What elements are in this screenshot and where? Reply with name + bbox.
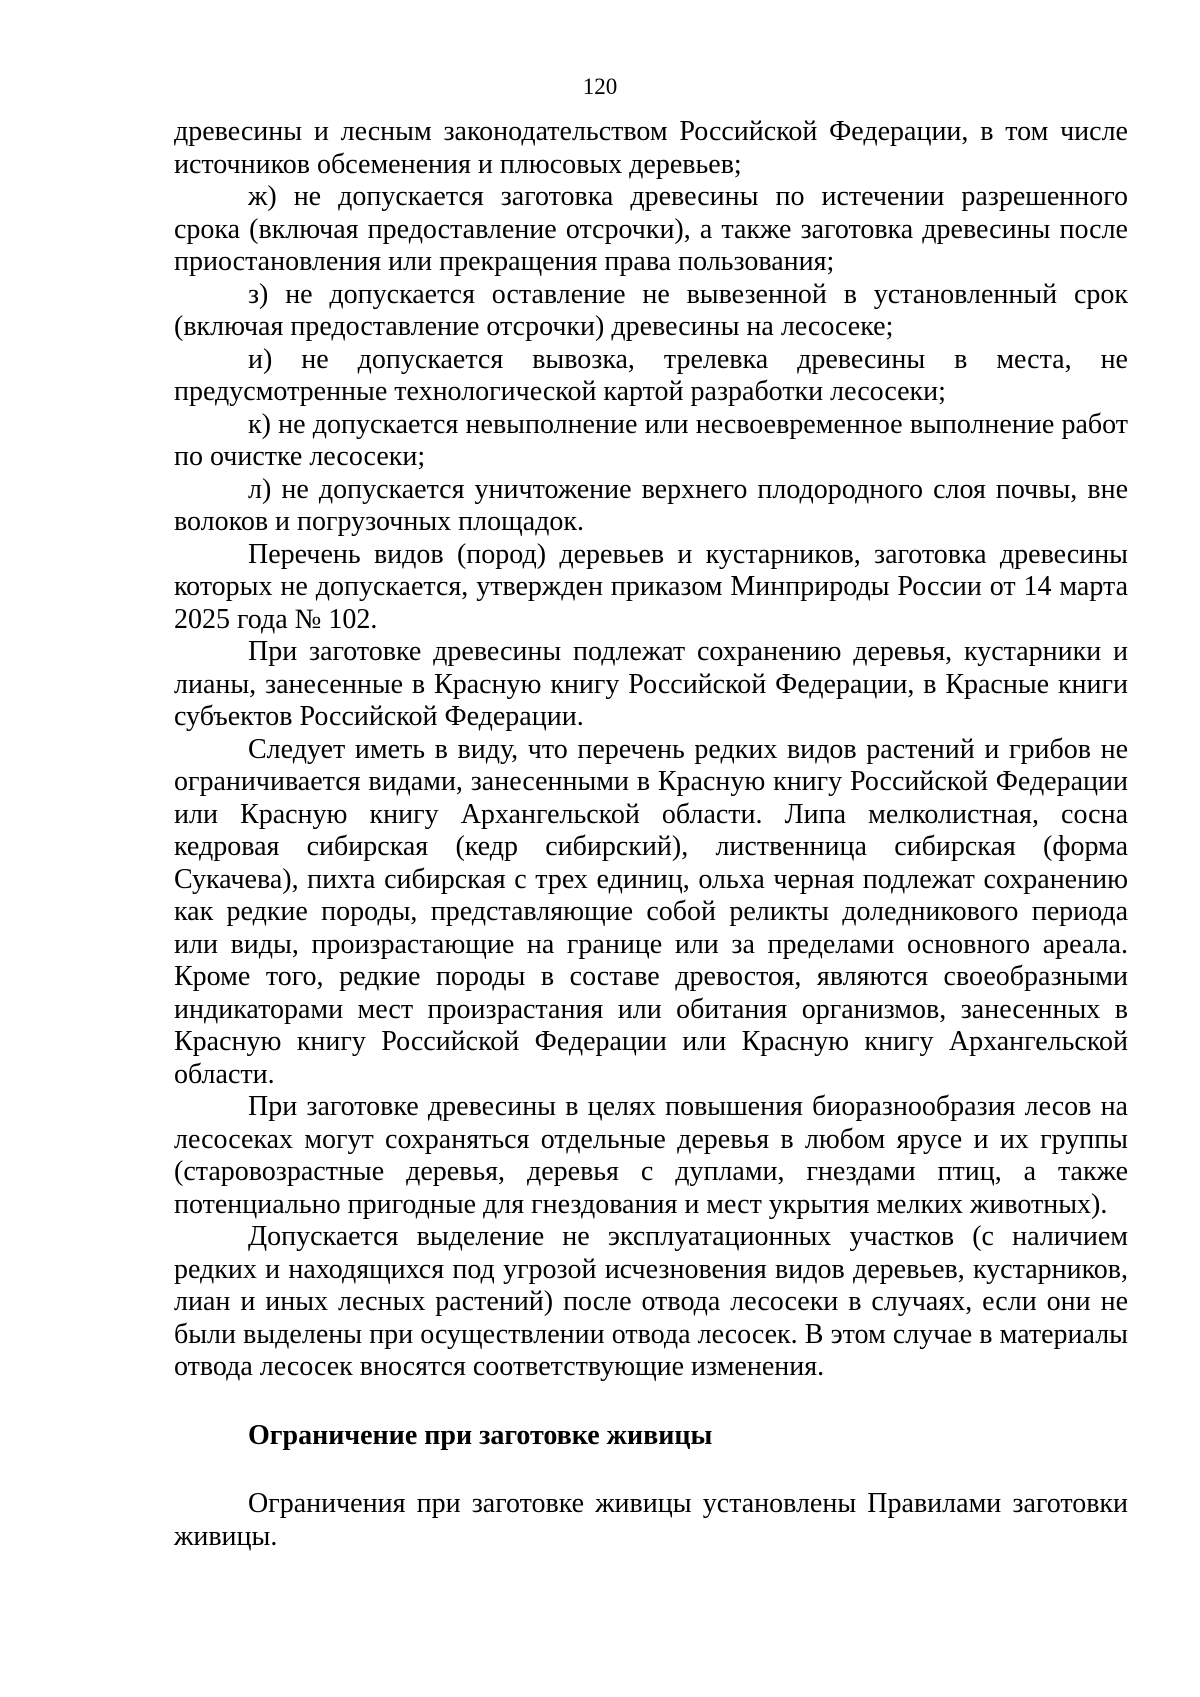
page-number: 120 — [582, 74, 618, 99]
list-item-l: л) не допускается уничтожение верхнего плодородного слоя почвы, вне волоков и погрузочных площадок. — [174, 473, 1128, 537]
paragraph-biodiversity: При заготовке древесины в целях повышения биоразнообразия лесов на лесосеках могут сохраняться отдельные деревья в любом ярусе и их группы (старовозрастные деревья, деревья с дуплами, гнездами птиц, а также потенциально пригодные для гнездования и мест укрытия мелких животных). — [174, 1091, 1128, 1220]
paragraph-resin-rules: Ограничения при заготовке живицы установлены Правилами заготовки живицы. — [174, 1488, 1128, 1552]
list-item-k: к) не допускается невыполнение или несвоевременное выполнение работ по очистке лесосеки; — [174, 408, 1128, 472]
list-item-z: з) не допускается оставление не вывезенной в установленный срок (включая предоставление отсрочки) древесины на лесосеке; — [174, 278, 1128, 342]
section-heading: Ограничение при заготовке живицы — [248, 1419, 713, 1451]
paragraph-continuation: древесины и лесным законодательством Российской Федерации, в том числе источников обсеменения и плюсовых деревьев; — [174, 116, 1128, 180]
document-body — [174, 116, 1128, 1553]
paragraph-red-book: При заготовке древесины подлежат сохранению деревья, кустарники и лианы, занесенные в Красную книгу Российской Федерации, в Красные книги субъектов Российской Федерации. — [174, 636, 1128, 732]
paragraph-rare-species: Следует иметь в виду, что перечень редких видов растений и грибов не ограничивается видами, занесенными в Красную книгу Российской Федерации или Красную книгу Архангельской области. Липа мелколистная, сосна кедровая сибирская (кедр сибирский), лиственница сибирская (форма Сукачева), пихта сибирская с трех единиц, ольха черная подлежат сохранению как редкие породы, представляющие собой реликты доледникового периода или виды, произрастающие на границе или за пределами основного ареала. Кроме того, редкие породы в составе древостоя, являются своеобразными индикаторами мест произрастания или обитания организмов, занесенных в Красную книгу Российской Федерации или Красную книгу Архангельской области. — [174, 733, 1128, 1090]
list-item-i: и) не допускается вывозка, трелевка древесины в места, не предусмотренные технологической картой разработки лесосеки; — [174, 343, 1128, 407]
list-item-zh: ж) не допускается заготовка древесины по истечении разрешенного срока (включая предоставление отсрочки), а также заготовка древесины после приостановления или прекращения права пользования; — [174, 181, 1128, 277]
paragraph-species-list: Перечень видов (пород) деревьев и кустарников, заготовка древесины которых не допускается, утвержден приказом Минприроды России от 14 марта 2025 года № 102. — [174, 538, 1128, 635]
paragraph-non-exploitation-plots: Допускается выделение не эксплуатационных участков (с наличием редких и находящихся под угрозой исчезновения видов деревьев, кустарников, лиан и иных лесных растений) после отвода лесосеки в случаях, если они не были выделены при осуществлении отвода лесосек. В этом случае в материалы отвода лесосек вносятся соответствующие изменения. — [174, 1221, 1128, 1382]
